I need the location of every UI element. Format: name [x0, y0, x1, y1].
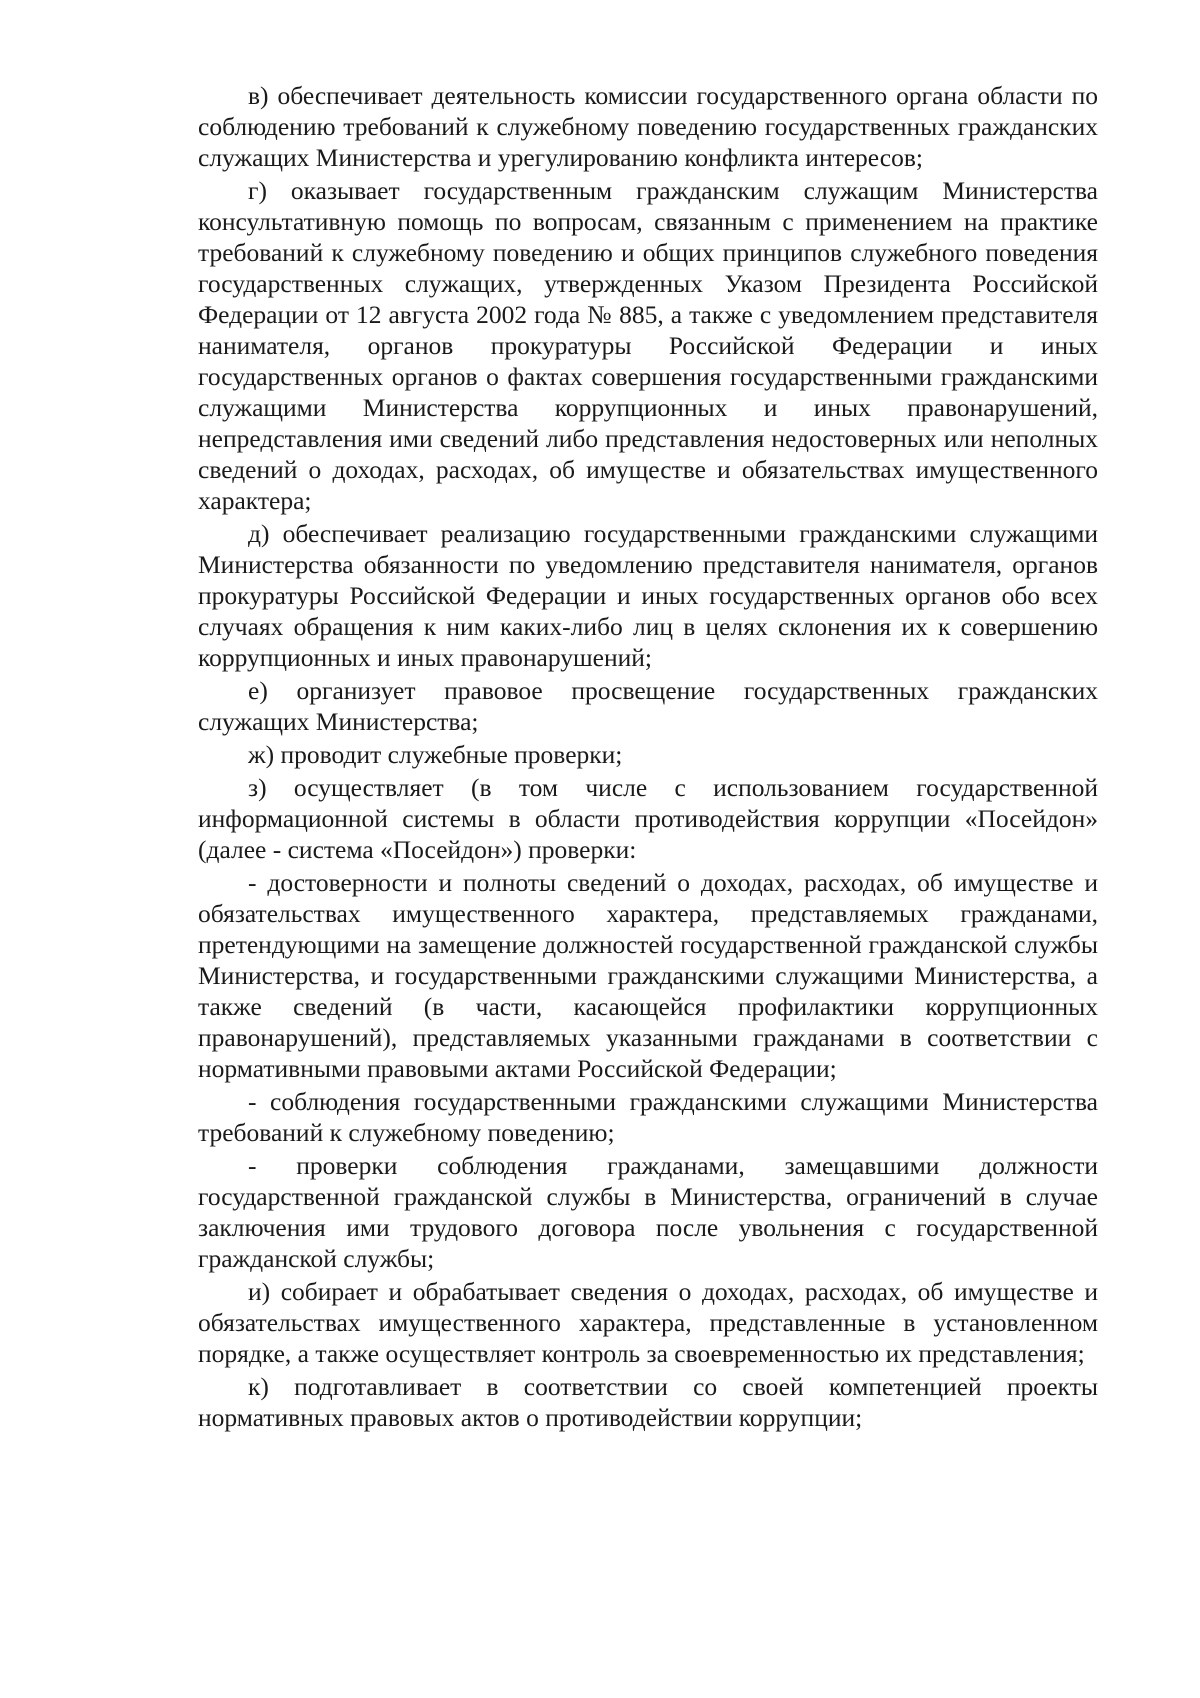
paragraph-z-item-2: - соблюдения государственными гражданскими служащими Министерства требований к служебному поведению;	[198, 1087, 1098, 1147]
paragraph-i: и) собирает и обрабатывает сведения о доходах, расходах, об имуществе и обязательствах имущественного характера, представленные в установленном порядке, а также осуществляет контроль за своевременностью их представления;	[198, 1277, 1098, 1368]
paragraph-k: к) подготавливает в соответствии со своей компетенцией проекты нормативных правовых актов о противодействии коррупции;	[198, 1372, 1098, 1432]
paragraph-d: д) обеспечивает реализацию государственными гражданскими служащими Министерства обязанности по уведомлению представителя нанимателя, органов прокуратуры Российской Федерации и иных государственных органов обо всех случаях обращения к ним каких-либо лиц в целях склонения их к совершению коррупционных и иных правонарушений;	[198, 519, 1098, 672]
paragraph-v: в) обеспечивает деятельность комиссии государственного органа области по соблюдению требований к служебному поведению государственных гражданских служащих Министерства и урегулированию конфликта интересов;	[198, 81, 1098, 172]
document-page	[198, 80, 1098, 1435]
paragraph-zh: ж) проводит служебные проверки;	[248, 740, 623, 769]
paragraph-z-item-1: - достоверности и полноты сведений о доходах, расходах, об имуществе и обязательствах имущественного характера, представляемых гражданами, претендующими на замещение должностей государственной гражданской службы Министерства, и государственными гражданскими служащими Министерства, а также сведений (в части, касающейся профилактики коррупционных правонарушений), представляемых указанными гражданами в соответствии с нормативными правовыми актами Российской Федерации;	[198, 868, 1098, 1083]
paragraph-z: з) осуществляет (в том числе с использованием государственной информационной системы в области противодействия коррупции «Посейдон» (далее - система «Посейдон») проверки:	[198, 773, 1098, 864]
paragraph-z-item-3: - проверки соблюдения гражданами, замещавшими должности государственной гражданской службы в Министерства, ограничений в случае заключения ими трудового договора после увольнения с государственной гражданской службы;	[198, 1151, 1098, 1273]
paragraph-g: г) оказывает государственным гражданским служащим Министерства консультативную помощь по вопросам, связанным с применением на практике требований к служебному поведению и общих принципов служебного поведения государственных служащих, утвержденных Указом Президента Российской Федерации от 12 августа 2002 года № 885, а также с уведомлением представителя нанимателя, органов прокуратуры Российской Федерации и иных государственных органов о фактах совершения государственными гражданскими служащими Министерства коррупционных и иных правонарушений, непредставления ими сведений либо представления недостоверных или неполных сведений о доходах, расходах, об имуществе и обязательствах имущественного характера;	[198, 176, 1098, 515]
paragraph-e: е) организует правовое просвещение государственных гражданских служащих Министерства;	[198, 676, 1098, 736]
